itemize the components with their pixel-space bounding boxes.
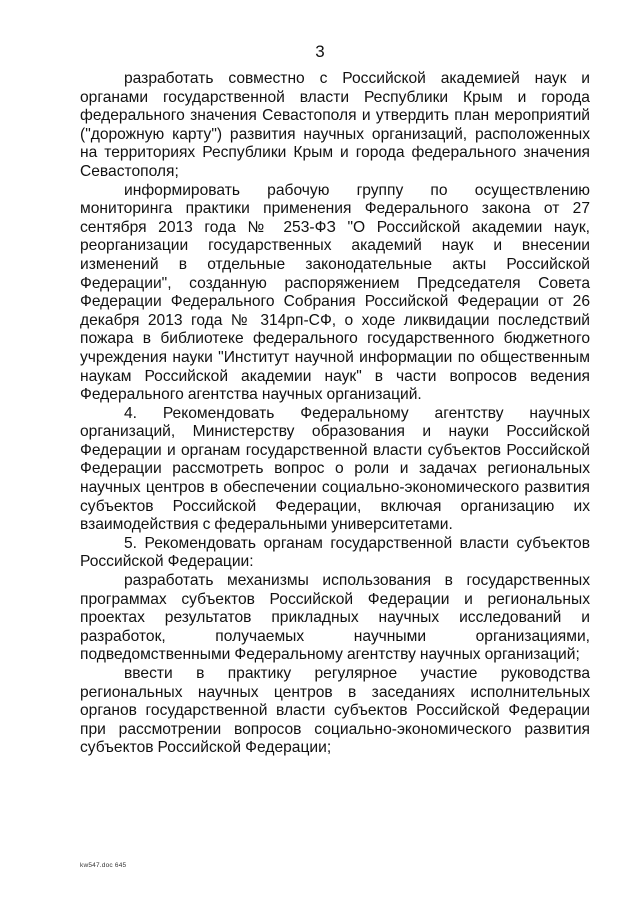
page-number: 3	[315, 42, 325, 61]
paragraph-recommendation-5: 5. Рекомендовать органам государственной власти субъектов Российской Федерации:	[80, 534, 590, 571]
paragraph-inform-working-group: информировать рабочую группу по осуществлению мониторинга практики применения Федерального закона от 27 сентября 2013 года № 253-ФЗ "О Российской академии наук, реорганизации государственных академий наук и внесении изменений в отдельные законодательные акты Российской Федерации", созданную распоряжением Председателя Совета Федерации Федерального Собрания Российской Федерации от 26 декабря 2013 года № 314рп-СФ, о ходе ликвидации последствий пожара в библиотеке федерального государственного бюджетного учреждения науки "Институт научной информации по общественным наукам Российской академии наук" в части вопросов ведения Федерального агентства научных организаций.	[80, 181, 590, 404]
document-footer-code: kw547.doc 645	[80, 862, 127, 869]
document-body	[80, 70, 590, 758]
paragraph-introduce-practice: ввести в практику регулярное участие руководства региональных научных центров в заседаниях исполнительных органов государственной власти субъектов Российской Федерации при рассмотрении вопросов социально-экономического развития субъектов Российской Федерации;	[80, 665, 590, 757]
paragraph-recommendation-4: 4. Рекомендовать Федеральному агентству научных организаций, Министерству образования и науки Российской Федерации и органам государственной власти субъектов Российской Федерации рассмотреть вопрос о роли и задачах региональных научных центров в обеспечении социально-экономического развития субъектов Российской Федерации, включая организацию их взаимодействия с федеральными университетами.	[80, 404, 590, 534]
paragraph-develop-roadmap: разработать совместно с Российской академией наук и органами государственной власти Республики Крым и города федерального значения Севастополя и утвердить план мероприятий ("дорожную карту") развития научных организаций, расположенных на территориях Республики Крым и города федерального значения Севастополя;	[80, 70, 590, 180]
paragraph-develop-mechanisms: разработать механизмы использования в государственных программах субъектов Российской Федерации и региональных проектах результатов прикладных научных исследований и разработок, получаемых научными организациями, подведомственными Федеральному агентству научных организаций;	[80, 572, 590, 664]
